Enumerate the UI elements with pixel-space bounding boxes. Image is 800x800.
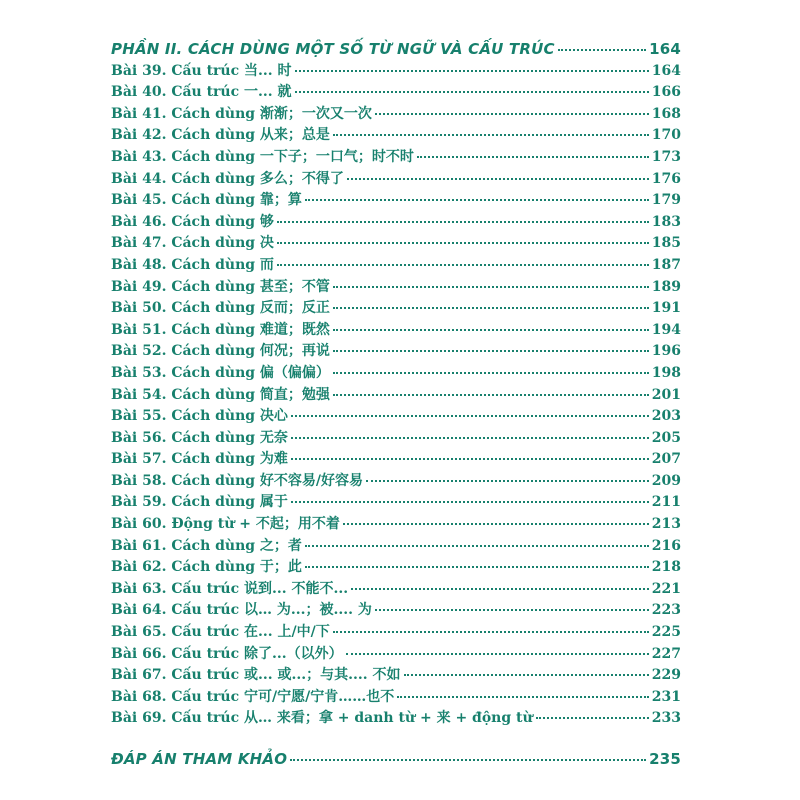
dot-leader	[277, 242, 649, 244]
toc-entry[interactable]	[111, 385, 681, 407]
dot-leader	[333, 350, 649, 352]
toc-entry[interactable]	[111, 471, 681, 493]
toc-entry[interactable]	[111, 579, 681, 601]
entry-page-number: 203	[651, 408, 681, 425]
entry-title: Bài 49. Cách dùng 甚至；不管	[111, 278, 330, 295]
toc-entry[interactable]	[111, 298, 681, 320]
toc-entry[interactable]	[111, 169, 681, 191]
toc-entry[interactable]	[111, 536, 681, 558]
entry-title: Bài 47. Cách dùng 决	[111, 235, 274, 252]
entry-title: Bài 52. Cách dùng 何况；再说	[111, 343, 330, 360]
dot-leader	[375, 609, 649, 611]
toc-entry[interactable]	[111, 320, 681, 342]
entry-title: Bài 48. Cách dùng 而	[111, 256, 274, 273]
toc-entry[interactable]	[111, 341, 681, 363]
entry-title: Bài 42. Cách dùng 从来；总是	[111, 127, 330, 144]
entry-title: Bài 60. Động từ + 不起；用不着	[111, 516, 340, 533]
toc-entry[interactable]	[111, 406, 681, 428]
entry-page-number: 213	[651, 516, 681, 533]
entry-title: Bài 51. Cách dùng 难道；既然	[111, 321, 330, 338]
dot-leader	[375, 113, 649, 115]
toc-entry[interactable]	[111, 600, 681, 622]
dot-leader	[333, 134, 649, 136]
dot-leader	[347, 178, 649, 180]
entry-page-number: 168	[651, 105, 681, 122]
entry-page-number: 198	[651, 364, 681, 381]
toc-entry[interactable]	[111, 665, 681, 687]
dot-leader	[295, 91, 649, 93]
toc-entry[interactable]	[111, 277, 681, 299]
toc-entry[interactable]	[111, 82, 681, 104]
dot-leader	[277, 264, 649, 266]
toc-entry[interactable]	[111, 449, 681, 471]
dot-leader	[404, 674, 649, 676]
entry-page-number: 205	[651, 429, 681, 446]
dot-leader	[333, 631, 649, 633]
toc-entry[interactable]	[111, 233, 681, 255]
toc-entry[interactable]	[111, 255, 681, 277]
dot-leader	[291, 458, 649, 460]
section-title: PHẦN II. CÁCH DÙNG MỘT SỐ TỪ NGỮ VÀ CẤU TRÚC	[111, 40, 555, 58]
entry-title: Bài 45. Cách dùng 靠；算	[111, 192, 302, 209]
entry-page-number: 196	[651, 343, 681, 360]
dot-leader	[305, 545, 649, 547]
entry-title: Bài 43. Cách dùng 一下子；一口气；时不时	[111, 148, 414, 165]
entry-page-number: 185	[651, 235, 681, 252]
entry-page-number: 223	[651, 602, 681, 619]
entry-page-number: 183	[651, 213, 681, 230]
answer-section-page-number: 235	[649, 750, 681, 768]
entry-title: Bài 64. Cấu trúc 以… 为...；被.... 为	[111, 602, 372, 619]
table-of-contents	[111, 39, 681, 771]
dot-leader	[291, 415, 649, 417]
entry-title: Bài 65. Cấu trúc 在... 上/中/下	[111, 624, 330, 641]
dot-leader	[291, 501, 649, 503]
dot-leader	[305, 199, 649, 201]
entry-page-number: 170	[651, 127, 681, 144]
toc-entry[interactable]	[111, 514, 681, 536]
toc-entry[interactable]	[111, 708, 681, 730]
entry-page-number: 166	[651, 84, 681, 101]
answer-section-heading[interactable]	[111, 749, 681, 771]
entry-title: Bài 40. Cấu trúc 一... 就	[111, 84, 292, 101]
toc-entry[interactable]	[111, 104, 681, 126]
entry-page-number: 233	[651, 710, 681, 727]
dot-leader	[277, 221, 649, 223]
entry-page-number: 225	[651, 624, 681, 641]
toc-entry[interactable]	[111, 363, 681, 385]
toc-entry[interactable]	[111, 644, 681, 666]
entry-page-number: 164	[651, 62, 681, 79]
toc-entry[interactable]	[111, 125, 681, 147]
section-page-number: 164	[649, 40, 681, 58]
toc-entry[interactable]	[111, 428, 681, 450]
entry-page-number: 194	[651, 321, 681, 338]
entry-title: Bài 61. Cách dùng 之；者	[111, 537, 302, 554]
toc-entry[interactable]	[111, 61, 681, 83]
entry-page-number: 189	[651, 278, 681, 295]
entry-title: Bài 58. Cách dùng 好不容易/好容易	[111, 472, 364, 489]
dot-leader	[343, 523, 649, 525]
dot-leader	[305, 566, 649, 568]
answer-section-title: ĐÁP ÁN THAM KHẢO	[111, 750, 288, 768]
entry-title: Bài 39. Cấu trúc 当... 时	[111, 62, 292, 79]
entry-title: Bài 63. Cấu trúc 说到... 不能不...	[111, 580, 349, 597]
dot-leader	[366, 480, 649, 482]
entry-title: Bài 62. Cách dùng 于；此	[111, 559, 302, 576]
entry-page-number: 227	[651, 645, 681, 662]
entry-title: Bài 66. Cấu trúc 除了...（以外）	[111, 645, 343, 662]
toc-entry[interactable]	[111, 622, 681, 644]
toc-entries	[111, 61, 681, 730]
entry-title: Bài 59. Cách dùng 属于	[111, 494, 288, 511]
dot-leader	[295, 70, 649, 72]
dot-leader	[397, 696, 649, 698]
entry-title: Bài 44. Cách dùng 多么；不得了	[111, 170, 344, 187]
dot-leader	[536, 717, 649, 719]
entry-title: Bài 46. Cách dùng 够	[111, 213, 274, 230]
section-heading[interactable]	[111, 39, 681, 61]
toc-entry[interactable]	[111, 190, 681, 212]
dot-leader	[333, 372, 649, 374]
entry-title: Bài 54. Cách dùng 简直；勉强	[111, 386, 330, 403]
entry-page-number: 229	[651, 667, 681, 684]
dot-leader	[333, 394, 649, 396]
entry-page-number: 221	[651, 580, 681, 597]
entry-page-number: 173	[651, 148, 681, 165]
entry-title: Bài 50. Cách dùng 反而；反正	[111, 300, 330, 317]
entry-title: Bài 55. Cách dùng 决心	[111, 408, 288, 425]
dot-leader	[333, 307, 649, 309]
entry-page-number: 216	[651, 537, 681, 554]
entry-title: Bài 68. Cấu trúc 宁可/宁愿/宁肯……也不	[111, 688, 395, 705]
entry-title: Bài 57. Cách dùng 为难	[111, 451, 288, 468]
dot-leader	[558, 49, 646, 51]
toc-entry[interactable]	[111, 687, 681, 709]
entry-title: Bài 56. Cách dùng 无奈	[111, 429, 288, 446]
dot-leader	[333, 329, 649, 331]
entry-page-number: 179	[651, 192, 681, 209]
entry-page-number: 201	[651, 386, 681, 403]
entry-page-number: 187	[651, 256, 681, 273]
toc-entry[interactable]	[111, 147, 681, 169]
dot-leader	[417, 156, 649, 158]
entry-page-number: 211	[651, 494, 681, 511]
entry-page-number: 191	[651, 300, 681, 317]
dot-leader	[346, 653, 649, 655]
entry-page-number: 209	[651, 472, 681, 489]
entry-title: Bài 41. Cách dùng 渐渐；一次又一次	[111, 105, 372, 122]
toc-entry[interactable]	[111, 212, 681, 234]
toc-entry[interactable]	[111, 492, 681, 514]
entry-page-number: 176	[651, 170, 681, 187]
entry-page-number: 231	[651, 688, 681, 705]
entry-page-number: 218	[651, 559, 681, 576]
entry-title: Bài 67. Cấu trúc 或... 或...；与其.... 不如	[111, 667, 401, 684]
entry-title: Bài 53. Cách dùng 偏（偏偏）	[111, 364, 330, 381]
toc-entry[interactable]	[111, 557, 681, 579]
dot-leader	[291, 437, 649, 439]
dot-leader	[333, 286, 649, 288]
entry-title: Bài 69. Cấu trúc 从… 来看；拿 + danh từ + 来 + động từ	[111, 710, 533, 727]
entry-page-number: 207	[651, 451, 681, 468]
dot-leader	[351, 588, 649, 590]
dot-leader	[290, 759, 646, 761]
